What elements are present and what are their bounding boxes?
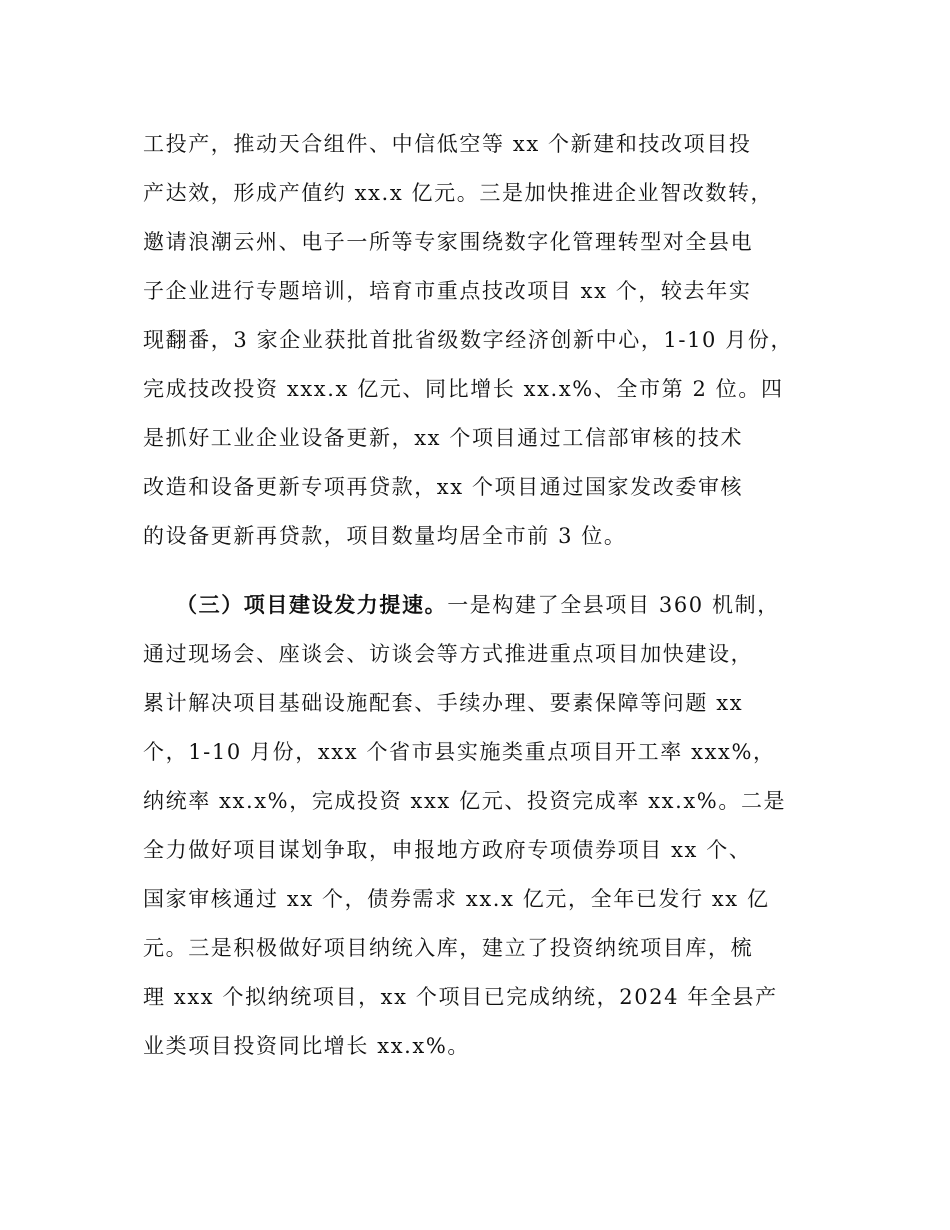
text-span: 一是构建了全县项目 360 机制， xyxy=(447,593,780,617)
text-line: 子企业进行专题培训，培育市重点技改项目 xx 个，较去年实 xyxy=(143,279,752,303)
text-line: 通过现场会、座谈会、访谈会等方式推进重点项目加快建设， xyxy=(143,642,754,666)
text-line: 的设备更新再贷款，项目数量均居全市前 3 位。 xyxy=(143,524,627,548)
text-line: 邀请浪潮云州、电子一所等专家围绕数字化管理转型对全县电 xyxy=(143,230,754,254)
text-line: 工投产，推动天合组件、中信低空等 xx 个新建和技改项目投 xyxy=(143,132,752,156)
text-line: 理 xxx 个拟纳统项目，xx 个项目已完成纳统，2024 年全县产 xyxy=(143,985,778,1009)
section-heading: （三）项目建设发力提速。 xyxy=(176,593,448,617)
paragraph-first-line xyxy=(176,590,856,620)
text-line: 改造和设备更新专项再贷款，xx 个项目通过国家发改委审核 xyxy=(143,475,744,499)
text-line: 国家审核通过 xx 个，债券需求 xx.x 亿元，全年已发行 xx 亿 xyxy=(143,887,770,911)
text-line: 完成技改投资 xxx.x 亿元、同比增长 xx.x%、全市第 2 位。四 xyxy=(143,377,784,401)
text-line: 个，1-10 月份，xxx 个省市县实施类重点项目开工率 xxx%， xyxy=(143,740,776,764)
text-line: 纳统率 xx.x%，完成投资 xxx 亿元、投资完成率 xx.x%。二是 xyxy=(143,789,787,813)
text-line: 全力做好项目谋划争取，申报地方政府专项债券项目 xx 个、 xyxy=(143,838,752,862)
text-line: 产达效，形成产值约 xx.x 亿元。三是加快推进企业智改数转， xyxy=(143,181,774,205)
text-line: 元。三是积极做好项目纳统入库，建立了投资纳统项目库，梳 xyxy=(143,936,754,960)
text-line: 累计解决项目基础设施配套、手续办理、要素保障等问题 xx xyxy=(143,691,744,715)
text-line: 现翻番，3 家企业获批首批省级数字经济创新中心，1-10 月份， xyxy=(143,328,794,352)
text-line: 业类项目投资同比增长 xx.x%。 xyxy=(143,1034,471,1058)
text-line: 是抓好工业企业设备更新，xx 个项目通过工信部审核的技术 xyxy=(143,426,744,450)
